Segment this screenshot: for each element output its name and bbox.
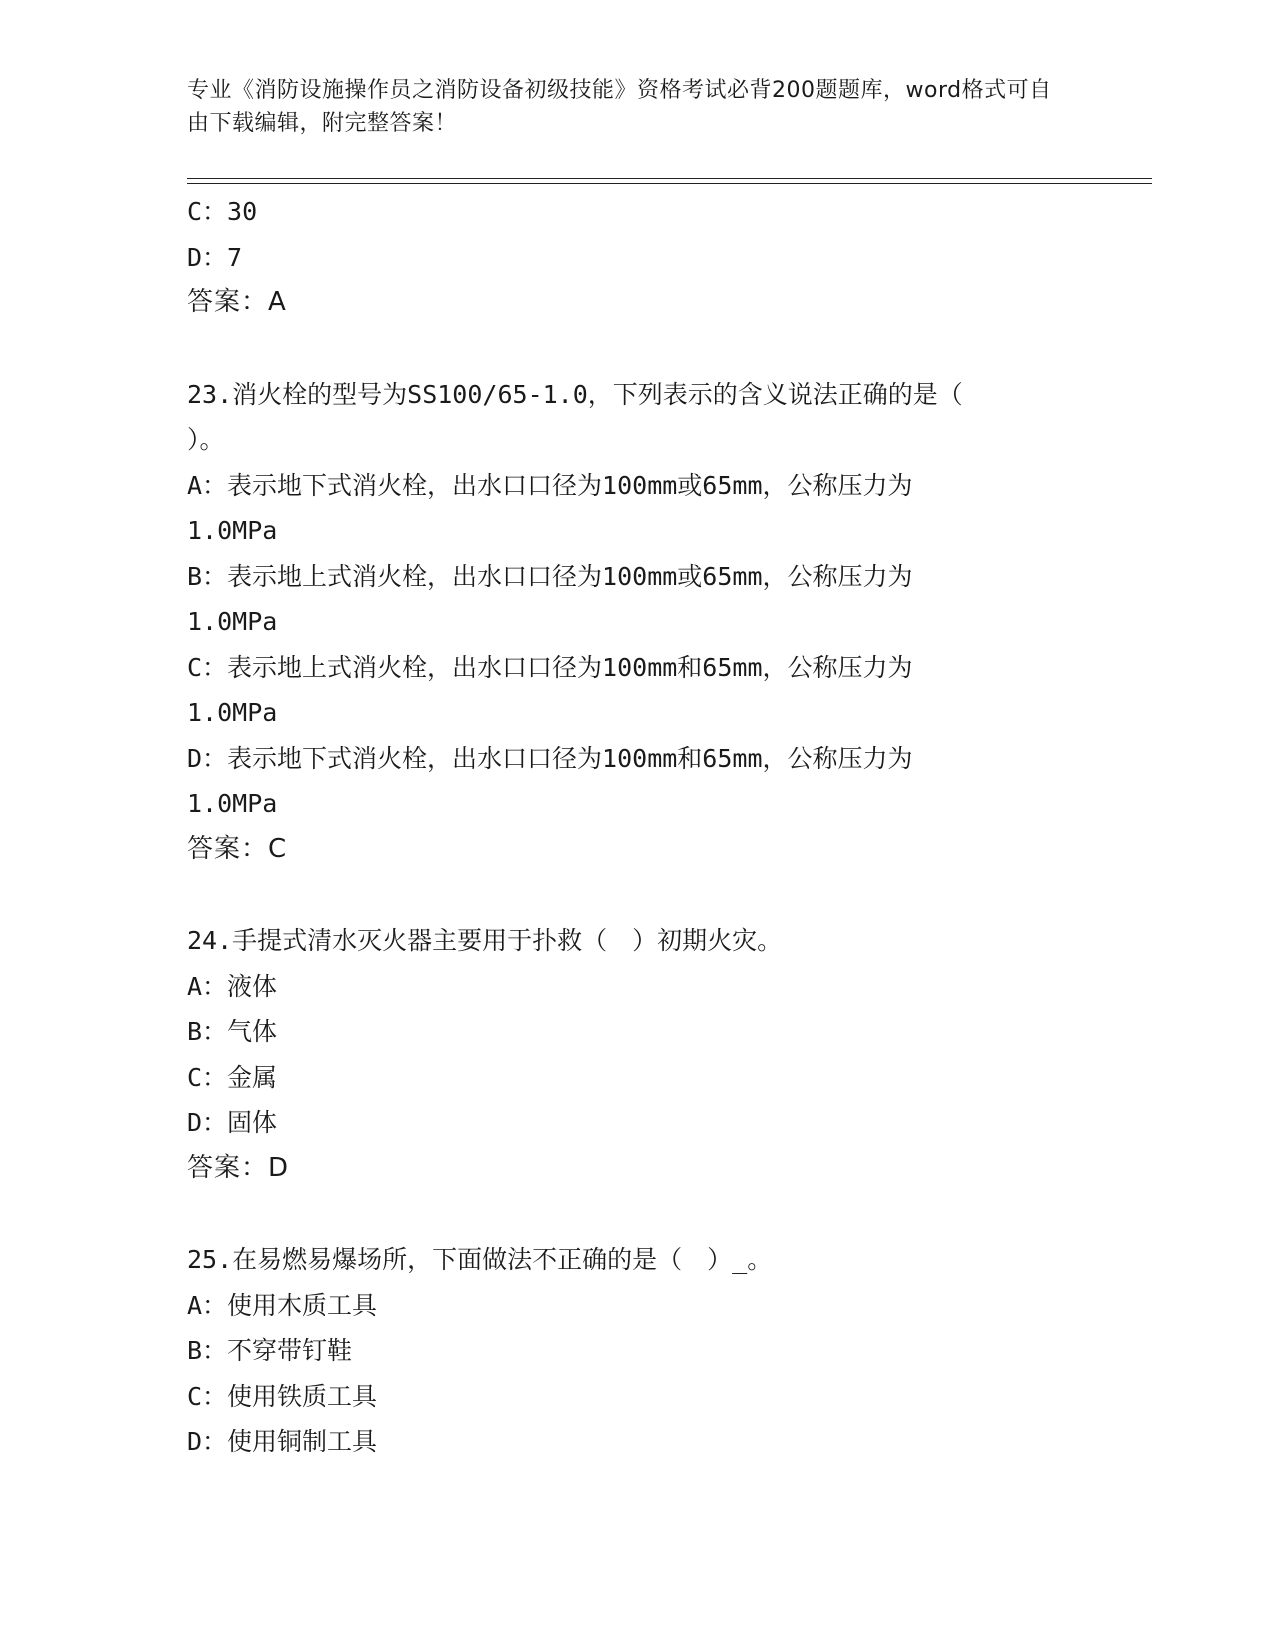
option-a: A：使用木质工具 <box>187 1290 378 1320</box>
option-d: D：表示地下式消火栓，出水口口径为100mm和65mm，公称压力为 <box>187 743 913 773</box>
header-divider-top <box>187 178 1152 179</box>
answer-line: 答案：C <box>187 833 288 864</box>
question-24 <box>187 918 1087 1191</box>
option-a: A：液体 <box>187 971 278 1001</box>
option-c: C：金属 <box>187 1062 278 1092</box>
option-a: A：表示地下式消火栓，出水口口径为100mm或65mm，公称压力为 <box>187 470 913 500</box>
previous-question-tail <box>187 189 1087 326</box>
option-b: B：不穿带钉鞋 <box>187 1336 353 1365</box>
option-b: B：气体 <box>187 1017 278 1046</box>
option-c-continued: 1.0MPa <box>187 698 278 727</box>
option-d: D：7 <box>187 242 243 272</box>
option-d: D：固体 <box>187 1108 278 1137</box>
option-a-continued: 1.0MPa <box>187 516 278 545</box>
option-d-continued: 1.0MPa <box>187 789 278 818</box>
option-c: C：30 <box>187 197 258 226</box>
question-stem-continued: ）。 <box>187 425 225 454</box>
question-content <box>187 189 1087 1465</box>
option-b-continued: 1.0MPa <box>187 607 278 636</box>
question-stem: 24.手提式清水灭火器主要用于扑救（ ）初期火灾。 <box>187 926 783 955</box>
option-c: C：表示地上式消火栓，出水口口径为100mm和65mm，公称压力为 <box>187 652 913 682</box>
answer-line: 答案：A <box>187 287 287 317</box>
question-stem: 25.在易燃易爆场所，下面做法不正确的是（ ）_。 <box>187 1245 773 1274</box>
option-b: B：表示地上式消火栓，出水口口径为100mm或65mm，公称压力为 <box>187 561 913 591</box>
option-c: C：使用铁质工具 <box>187 1381 378 1411</box>
question-stem: 23.消火栓的型号为SS100/65-1.0，下列表示的含义说法正确的是（ <box>187 379 963 409</box>
option-d: D：使用铜制工具 <box>187 1427 378 1456</box>
header-divider-bottom <box>187 183 1152 184</box>
document-header: 专业《消防设施操作员之消防设备初级技能》资格考试必背200题题库，word格式可自由下载编辑，附完整答案！ <box>187 78 1052 136</box>
answer-line: 答案：D <box>187 1152 290 1183</box>
question-25 <box>187 1237 1087 1465</box>
question-23 <box>187 372 1087 873</box>
